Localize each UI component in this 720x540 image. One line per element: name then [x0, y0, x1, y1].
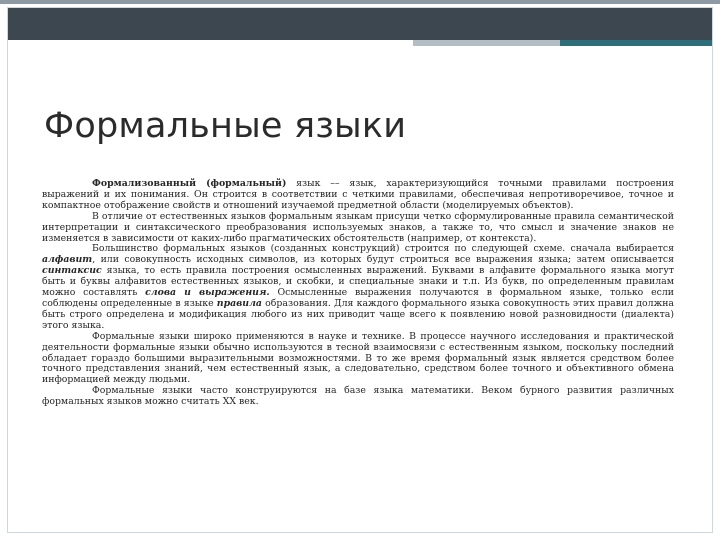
slide-title: Формальные языки [44, 106, 407, 146]
paragraph-1 [42, 179, 674, 212]
header-accent-grey [413, 40, 560, 46]
paragraph-1-text: язык –– язык, характеризующийся точными правилами построения выражений и их понимания. Он строится в соответствии с четкими правилами, обеспечивая непротиворечивое, точное и компактное отображение свойств и отношений изучаемой предметной области (моделируемых объектов). [42, 178, 674, 211]
paragraph-3-text-2: , или совокупность исходных символов, из которых будут строиться все выражения языка; затем описывается [92, 254, 674, 266]
paragraph-4: Формальные языки широко применяются в науке и технике. В процессе научного исследования и практической деятельности формальные языки обычно используются в тесной взаимосвязи с естественным языком, поскольку последний обладает гораздо большими выразительными возможностями. В то же время формальный язык является средством более точного представления знаний, чем естественный язык, а следовательно, средством более точного и объективного обмена информацией между людьми. [42, 330, 674, 386]
paragraph-5: Формальные языки часто конструируются на базе языка математики. Веком бурного развития различных формальных языков можно считать XX век. [42, 385, 674, 408]
paragraph-2: В отличие от естественных языков формальным языкам присущи четко сформулированные правила семантической интерпретации и синтаксического преобразования используемых знаков, а также то, что смысл и значение знаков не изменяется в зависимости от каких-либо прагматических обстоятельств (например, от контекста). [42, 210, 674, 244]
paragraph-3-text-3: языка, то есть правила построения осмысленных выражений. Буквами в алфавите формального языка могут быть и буквы алфавитов естественных языков, и скобки, и специальные знаки и т.п. Из букв, по определенным правилам можно составлять [42, 265, 674, 299]
header-bar [7, 7, 713, 40]
term-syntax: синтаксис [42, 265, 102, 277]
term-rules: правила [216, 297, 262, 309]
paragraph-3-text-1: Большинство формальных языков (созданных конструкций) строится по следующей схеме. сначала выбирается [92, 243, 674, 255]
term-words-expressions: слова и выражения. [145, 287, 270, 299]
paragraph-3-text-5: образования. Для каждого формального языка совокупность этих правил должна быть строго определена и модификация любого из них приводит чаще всего к появлению новой разновидности (диалекта) этого языка. [42, 297, 674, 331]
paragraph-3-text-4: Осмысленные выражения получаются в формальном языке, только если соблюдены определенные в языке [42, 287, 674, 309]
slide-body [42, 179, 674, 408]
term-alphabet: алфавит [42, 254, 93, 266]
term-formalized-language: Формализованный (формальный) [92, 178, 287, 189]
paragraph-3 [42, 244, 674, 331]
top-stripe [0, 0, 720, 4]
header-accent-teal [560, 40, 713, 46]
